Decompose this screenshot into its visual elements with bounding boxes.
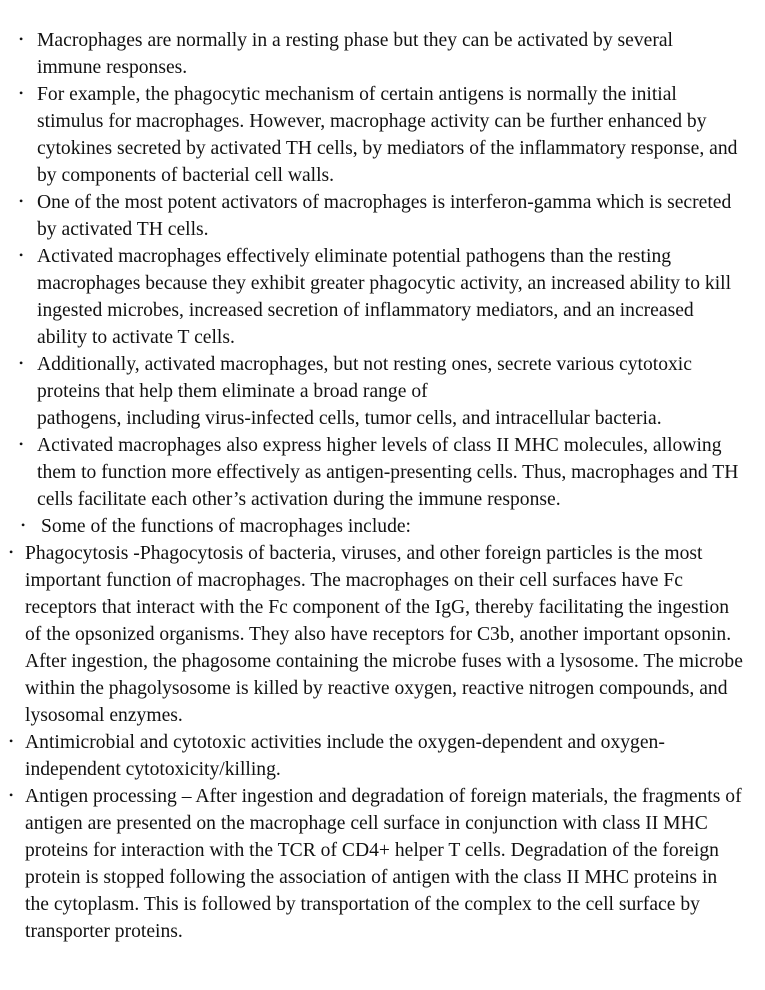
bullet-point-icon	[19, 26, 23, 53]
list-item	[0, 27, 765, 81]
list-item-text: Macrophages are normally in a resting phase but they can be activated by several immune responses.	[37, 30, 674, 78]
bullet-point-icon	[21, 512, 25, 539]
list-item	[0, 351, 765, 432]
list-item	[0, 189, 765, 243]
list-item	[0, 729, 765, 783]
list-item-text: Phagocytosis -Phagocytosis of bacteria, viruses, and other foreign particles is the most important function of macrophages. The macrophages on their cell surfaces have Fc receptors that interact with the Fc component of the IgG, thereby facilitating the ingestion of the opsonized organisms. They also have receptors for C3b, another important opsonin. After ingestion, the phagosome containing the microbe fuses with a lysosome. The microbe within the phagolysosome is killed by reactive oxygen, reactive nitrogen compounds, and lysosomal enzymes.	[25, 543, 743, 726]
bullet-point-icon	[9, 728, 13, 755]
bullet-point-icon	[19, 431, 23, 458]
macrophage-bullet-list	[0, 27, 765, 945]
list-item-text: Antimicrobial and cytotoxic activities include the oxygen-dependent and oxygen-independent cytotoxicity/killing.	[25, 732, 665, 780]
list-item	[0, 540, 765, 729]
list-item-text: Some of the functions of macrophages include:	[41, 516, 412, 537]
bullet-point-icon	[19, 188, 23, 215]
bullet-point-icon	[9, 782, 13, 809]
bullet-point-icon	[9, 539, 13, 566]
list-item-text: For example, the phagocytic mechanism of certain antigens is normally the initial stimulus for macrophages. However, macrophage activity can be further enhanced by cytokines secreted by activated TH cells, by mediators of the inflammatory response, and by components of bacterial cell walls.	[37, 84, 738, 186]
list-item-text: Antigen processing – After ingestion and degradation of foreign materials, the fragments of antigen are presented on the macrophage cell surface in conjunction with class II MHC proteins for interaction with the TCR of CD4+ helper T cells. Degradation of the foreign protein is stopped following the association of antigen with the class II MHC proteins in the cytoplasm. This is followed by transportation of the complex to the cell surface by transporter proteins.	[25, 786, 742, 942]
list-item	[0, 243, 765, 351]
list-item	[0, 432, 765, 513]
list-item-text: Activated macrophages also express higher levels of class II MHC molecules, allowing them to function more effectively as antigen-presenting cells. Thus, macrophages and TH cells facilitate each other’s activation during the immune response.	[37, 435, 739, 510]
bullet-point-icon	[19, 242, 23, 269]
list-item-text: Additionally, activated macrophages, but not resting ones, secrete various cytotoxic proteins that help them eliminate a broad range of pathogens, including virus-infected cells, tumor cells, and intracellular bacteria.	[37, 354, 692, 429]
list-item	[0, 81, 765, 189]
list-item	[0, 513, 765, 540]
bullet-point-icon	[19, 350, 23, 377]
list-item-text: One of the most potent activators of macrophages is interferon-gamma which is secreted by activated TH cells.	[37, 192, 732, 240]
list-item-text: Activated macrophages effectively eliminate potential pathogens than the resting macrophages because they exhibit greater phagocytic activity, an increased ability to kill ingested microbes, increased secretion of inflammatory mediators, and an increased ability to activate T cells.	[37, 246, 732, 348]
bullet-point-icon	[19, 80, 23, 107]
list-item	[0, 783, 765, 945]
